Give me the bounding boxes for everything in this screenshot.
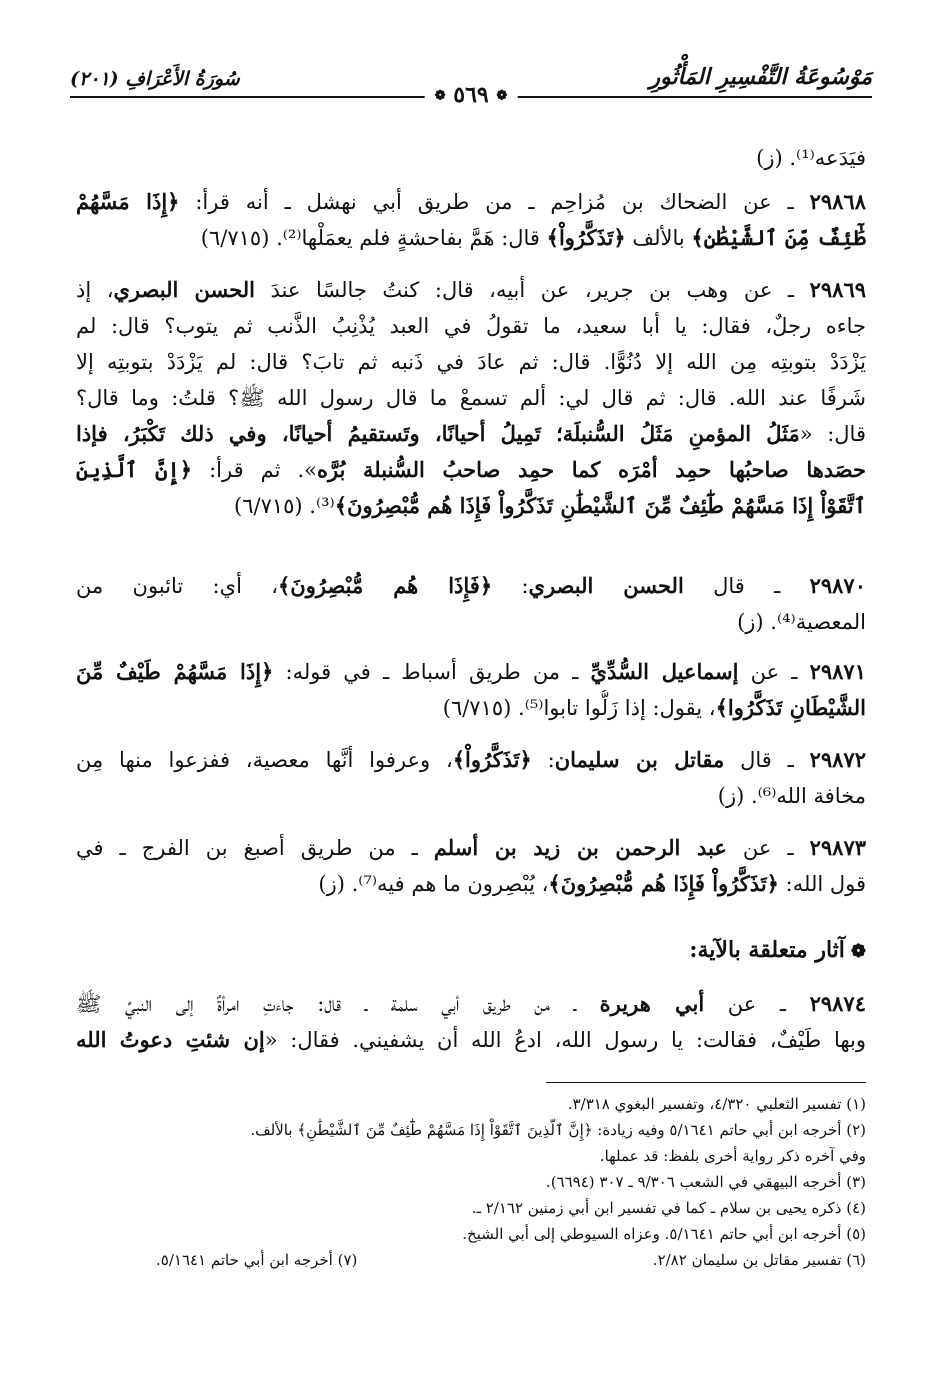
hadith-text: مَثَلُ المؤمنِ مَثَلُ السُّنبلَة؛ تَمِيلُ أحيانًا، وتَستقيمُ أحيانًا، وفي ذلك تَكْبَرُ، فإذا — [76, 421, 800, 446]
line-text: ⁽³⁾. (٦/٧١٥) — [234, 494, 335, 518]
line-text: فيَدَعه⁽¹⁾. (ز) — [756, 146, 866, 170]
line-text: ، وعرفوا أنَّها معصية، ففزعوا منها مِن — [76, 748, 453, 772]
line-text: جاءه رجلٌ، فقال: يا أبا سعيد، ما تقولُ في العبد يُذْنِبُ الذَّنب ثم يتوب؟ قال: لم — [76, 314, 866, 338]
text-line — [76, 452, 866, 488]
line-text: قال: « — [799, 422, 866, 446]
footnote: (٥) أخرجه ابن أبي حاتم ٥/١٦٤١. وعزاه السيوطي إلى أبي الشيخ. — [462, 1225, 866, 1243]
quran-verse: الشَّيْطَانِ تَذَكَّرُوا﴾ — [715, 695, 866, 720]
report-number: ٢٩٨٧٤ — [809, 991, 866, 1016]
report-number: ٢٩٨٧٠ — [809, 573, 866, 598]
line-text: ـ من طريق أصبغ بن الفرج ـ في — [76, 836, 434, 860]
line-text: ـ من طريق أسباط ـ في قوله: — [273, 660, 591, 684]
narrator-name: أبي هريرة — [599, 991, 705, 1016]
quran-verse: ﴿تَذَكَّرُواْ فَإِذَا هُم مُّبْصِرُونَ﴾ — [548, 871, 779, 896]
line-text: شَرفًا عند الله. قال: ثم قال لي: ألم تسمعْ ما قال رسول الله ﷺ؟ قلتُ: وما قال؟ — [76, 386, 866, 410]
footnote: وفي آخره ذكر رواية أخرى بلفظ: قد عملها. — [599, 1147, 866, 1165]
line-text: مخافة الله⁽⁶⁾. (ز) — [717, 784, 866, 808]
text-line — [76, 830, 866, 866]
surah-label: سُورَةُ الأَعْرَافِ (٢٠١) — [70, 68, 240, 90]
text-line — [76, 308, 866, 344]
quran-verse: ٱتَّقَوْاْ إِذَا مَسَّهُمْ طَٰٓئِفٌ مِّنَ ٱلشَّيْطَٰنِ تَذَكَّرُواْ فَإِذَا هُم مُّبْصِرُونَ﴾ — [334, 493, 866, 518]
quran-verse: ﴿إِذَا مَسَّهُمْ طَيْفٌ مِّنَ — [76, 659, 274, 684]
text-line — [76, 1022, 866, 1058]
quran-verse: طَٰٓئِفٌ مِّنَ ٱلشَّيْطَٰنِ﴾ — [691, 225, 866, 250]
text-line — [76, 220, 866, 256]
narrator-name: مقاتل بن سليمان — [554, 747, 725, 772]
report-number: ٢٩٨٧٣ — [809, 835, 866, 860]
line-text: وبها طَيْفٌ، فقالت: يا رسول الله، ادعُ الله أن يشفيني. فقال: « — [264, 1028, 866, 1052]
quran-verse: ﴿تَذَكَّرُواْ﴾ — [546, 225, 626, 250]
footnote: (٢) أخرجه ابن أبي حاتم ٥/١٦٤١ وفيه زيادة: ﴿إِنَّ ٱلَّذِينَ ٱتَّقَوْاْ إِذَا مَسَّهُمْ طَٰٓئِفٌ مِّنَ ٱلشَّيْطَٰنِ﴾ بالألف. — [250, 1121, 866, 1139]
ornament-icon: ❁ — [434, 88, 446, 104]
line-text: ، أي: تائبون من — [76, 574, 278, 598]
text-line — [76, 986, 866, 1022]
section-heading — [689, 932, 866, 970]
footnote-pair — [76, 1248, 866, 1272]
page-header — [70, 58, 872, 108]
line-text: ـ عن الضحاك بن مُزاحِم ـ من طريق أبي نهشل ـ أنه قرأ: — [179, 190, 810, 214]
text-line — [76, 140, 866, 176]
text-line — [76, 690, 866, 726]
quran-verse: ﴿إِذَا مَسَّهُمْ — [76, 189, 180, 214]
report-number: ٢٩٨٧٢ — [809, 747, 866, 772]
footnote: (٦) تفسير مقاتل بن سليمان ٢/٨٢. — [652, 1251, 866, 1269]
line-text: ـ قال — [724, 748, 810, 772]
footnote-rule — [546, 1082, 866, 1083]
line-text: بالألف — [625, 226, 692, 250]
narrator-name: الحسن البصري — [528, 573, 684, 598]
line-text: ، إذ — [76, 278, 114, 302]
line-text: ـ عن وهب بن جرير، عن أبيه، قال: كنتُ جالسًا عندَ — [254, 278, 810, 302]
text-line — [76, 184, 866, 220]
text-line — [76, 568, 866, 604]
section-heading-text: آثار متعلقة بالآية: — [689, 937, 845, 963]
flower-ornament-icon: ❁ — [850, 941, 866, 962]
text-line — [76, 416, 866, 452]
report-number: ٢٩٨٦٩ — [809, 277, 866, 302]
line-text: قول الله: — [778, 872, 866, 896]
narrator-name: عبد الرحمن بن زيد بن أسلم — [433, 835, 727, 860]
text-line — [76, 380, 866, 416]
line-text: ـ قال — [683, 574, 810, 598]
text-line — [76, 488, 866, 524]
quran-verse: ﴿فَإِذَا هُم مُّبْصِرُونَ﴾ — [278, 573, 493, 598]
line-text: : — [531, 748, 555, 772]
quran-verse: ﴿تَذَكَّرُواْ﴾ — [452, 747, 532, 772]
footnote: (٧) أخرجه ابن أبي حاتم ٥/١٦٤١. — [156, 1251, 358, 1269]
line-text: المعصية⁽⁴⁾. (ز) — [737, 610, 866, 634]
hadith-text: حصَدها صاحبُها حمِد أمْرَه كما حمِد صاحبُ السُّنبلة بُرَّه — [316, 457, 866, 482]
text-line — [76, 344, 866, 380]
text-line — [76, 778, 866, 814]
footnote: (٣) أخرجه البيهقي في الشعب ٩/٣٠٦ ـ ٣٠٧ (٦٦٩٤). — [545, 1173, 866, 1191]
page-number: ٥٦٩ — [453, 82, 489, 108]
book-title: مَوْسُوعَةُ التَّفْسِيرِ المَأْثُورِ — [649, 64, 872, 90]
text-line — [76, 742, 866, 778]
line-text: يَزْدَدْ بتوبتِه مِن الله إلا دُنُوًّا. قال: ثم عادَ في ذَنبه ثم تابَ؟ قال: لم يَزْدَدْ بتوبتِه إلا — [76, 350, 866, 374]
report-number: ٢٩٨٦٨ — [809, 189, 866, 214]
page-number-block — [425, 82, 518, 108]
line-text: قال: هَمَّ بفاحشةٍ فلم يعمَلْها⁽²⁾. (٦/٧١٥) — [200, 226, 547, 250]
ornament-icon: ❁ — [496, 88, 508, 104]
narrator-name: الحسن البصري — [113, 277, 255, 302]
line-text: ـ من طريق أبي سلمة ـ قال: جاءتِ امرأةٌ إلى النبيِّ ﷺ — [76, 992, 600, 1016]
narrator-name: إسماعيل السُّدِّيِّ — [590, 659, 739, 684]
report-number: ٢٩٨٧١ — [809, 659, 866, 684]
line-text: : — [492, 574, 529, 598]
quran-verse: ﴿إِنَّ ٱلَّذِينَ — [76, 457, 193, 482]
line-text: ـ عن — [738, 660, 810, 684]
line-text: ، يُبْصِرون ما هم فيه⁽⁷⁾. (ز) — [318, 872, 549, 896]
line-text: ـ عن — [726, 836, 810, 860]
text-line — [76, 866, 866, 902]
hadith-text: إن شئتِ دعوتُ الله — [76, 1027, 265, 1052]
text-line — [76, 272, 866, 308]
footnote: (٤) ذكره يحيى بن سلام ـ كما في تفسير ابن أبي زمنين ٢/١٦٢ ـ. — [471, 1199, 866, 1217]
text-line — [76, 604, 866, 640]
line-text: ، يقول: إذا زَلُّوا تابوا⁽⁵⁾. (٦/٧١٥) — [442, 696, 716, 720]
line-text: ـ عن — [704, 992, 810, 1016]
footnote: (١) تفسير الثعلبي ٤/٣٢٠، وتفسير البغوي ٣/٣١٨. — [567, 1095, 866, 1113]
line-text: ». ثم قرأ: — [192, 458, 317, 482]
text-line — [76, 654, 866, 690]
